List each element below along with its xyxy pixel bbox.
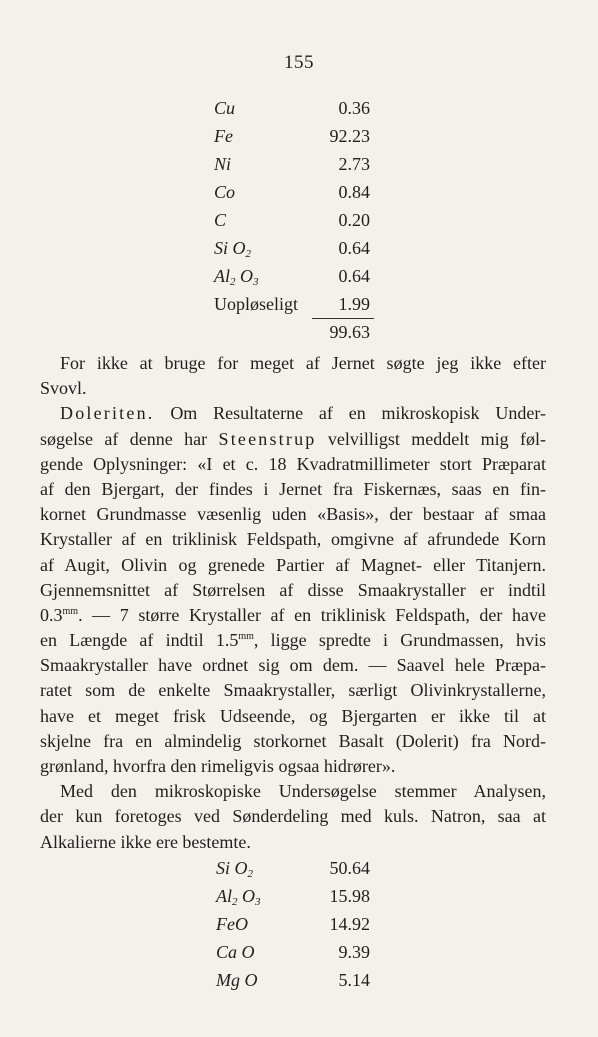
table1-label-sio2: Si $O_2$ bbox=[214, 238, 251, 260]
table2-value-feo: 14.92 bbox=[329, 914, 370, 934]
table1-value-sio2: 0.64 bbox=[338, 238, 370, 258]
para2-line: en Længde af indtil $1.5^{mm}$, ligge spredte i Grundmassen, hvis bbox=[40, 630, 546, 651]
para2-line: kornet Grundmasse væsenlig uden «Basis», der bestaar af smaa bbox=[40, 504, 546, 525]
para2-line: Smaakrystaller have ordnet sig om dem. — Saavel hele Præpa- bbox=[40, 655, 546, 676]
table2-label-al2o3: $Al_2$ $O_3$ bbox=[216, 886, 261, 908]
para1-line: For ikke at bruge for meget af Jernet søgte jeg ikke efter bbox=[60, 353, 546, 373]
table1-value-uoploseligt: 1.99 bbox=[338, 294, 370, 314]
table2-value-sio2: 50.64 bbox=[329, 858, 370, 878]
para2-line: Gjennemsnittet af Størrelsen af disse Smaakrystaller er indtil bbox=[40, 579, 546, 600]
para1-line: Svovl. bbox=[40, 378, 87, 399]
table2-label-sio2: Si $O_2$ bbox=[216, 858, 253, 880]
table1-label-fe: Fe bbox=[214, 126, 233, 146]
para2-line: Krystaller af en triklinisk Feldspath, omgivne af afrundede Korn bbox=[40, 529, 546, 550]
table2-label-mgo: Mg O bbox=[216, 970, 258, 990]
para2-line: gende Oplysninger: «I et c. 18 Kvadratmillimeter stort Præparat bbox=[40, 453, 546, 474]
para2-line: $0.3^{mm}$. — 7 større Krystaller af en triklinisk Feldspath, der have bbox=[40, 604, 546, 625]
table2-label-cao: Ca O bbox=[216, 942, 255, 962]
table1-label-ni: Ni bbox=[214, 154, 232, 174]
table1-value-al2o3: 0.64 bbox=[338, 266, 370, 286]
table2-label-feo: FeO bbox=[216, 914, 248, 934]
table2-value-cao: 9.39 bbox=[338, 942, 370, 962]
para3-line: Med den mikroskopiske Undersøgelse stemmer Analysen, bbox=[60, 781, 546, 802]
table1-label-uoploseligt: Uopløseligt bbox=[214, 294, 298, 314]
para2-line: af den Bjergart, der findes i Jernet fra Fiskernæs, saas en fin- bbox=[40, 478, 546, 499]
para2-line: grønland, hvorfra den rimeligvis ogsaa hidrører». bbox=[40, 756, 396, 776]
para2-line: Doleriten. Om Resultaterne af en mikroskopisk Under- bbox=[60, 403, 547, 424]
table1-label-cu: Cu bbox=[214, 98, 236, 118]
table2-value-al2o3: 15.98 bbox=[329, 886, 370, 906]
para2-line: have et meget frisk Udseende, og Bjergarten er ikke til at bbox=[40, 705, 546, 726]
table1-value-co: 0.84 bbox=[338, 182, 370, 202]
para2-line: ratet som de enkelte Smaakrystaller, særligt Olivinkrystallerne, bbox=[40, 680, 546, 701]
table1-total: 99.63 bbox=[329, 322, 370, 342]
table1-label-co: Co bbox=[214, 182, 236, 202]
para2-line: søgelse af denne har Steenstrup velvilligst meddelt mig føl- bbox=[40, 428, 547, 449]
table1-value-c: 0.20 bbox=[338, 210, 370, 230]
page-number: 155 bbox=[284, 52, 314, 73]
sum-rule bbox=[312, 318, 374, 319]
table1-value-cu: 0.36 bbox=[338, 98, 370, 118]
table1-label-c: C bbox=[214, 210, 227, 230]
table2-value-mgo: 5.14 bbox=[338, 970, 370, 990]
para2-line: af Augit, Olivin og grenede Partier af Magnet- eller Titanjern. bbox=[40, 554, 546, 575]
para2-line: skjelne fra en almindelig storkornet Basalt (Dolerit) fra Nord- bbox=[40, 730, 546, 751]
name-steenstrup: Steenstrup bbox=[218, 428, 317, 449]
heading-doleriten: Doleriten. bbox=[60, 403, 155, 424]
table1-value-ni: 2.73 bbox=[338, 154, 370, 174]
body-text bbox=[40, 351, 546, 855]
para3-line: Alkalierne ikke ere bestemte. bbox=[40, 831, 251, 852]
table1-value-fe: 92.23 bbox=[329, 126, 370, 146]
table1-label-al2o3: $Al_2$ $O_3$ bbox=[214, 266, 259, 288]
para3-line: der kun foretoges ved Sønderdeling med kuls. Natron, saa at bbox=[40, 806, 546, 827]
